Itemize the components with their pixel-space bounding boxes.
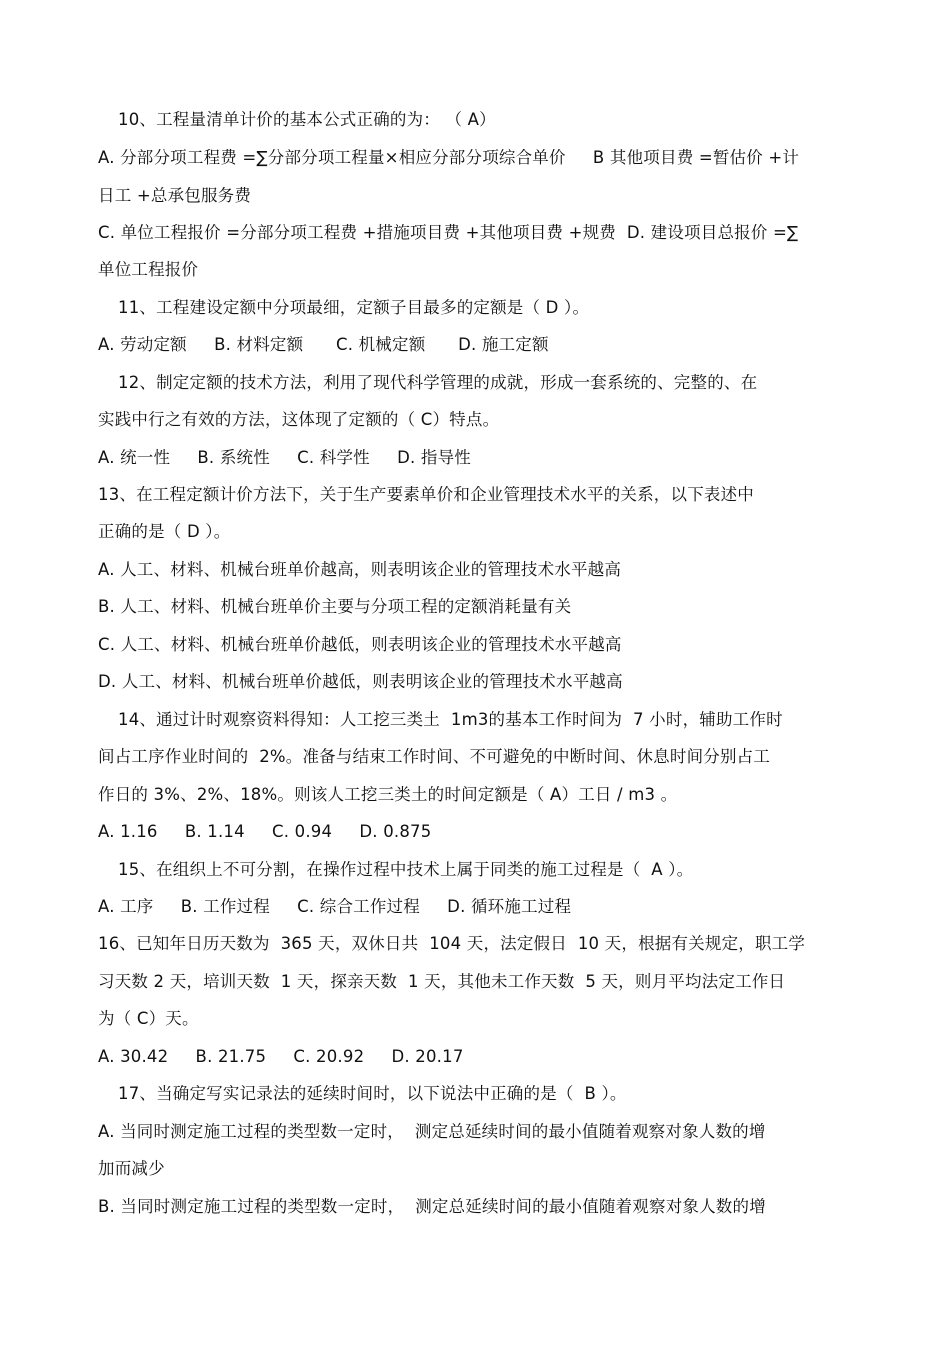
q14-options: A. 1.16 B. 1.14 C. 0.94 D. 0.875 — [98, 822, 432, 841]
q10-options-line3: C. 单位工程报价 =分部分项工程费 +措施项目费 +其他项目费 +规费 D. 建设项目总报价 =∑ — [98, 223, 799, 242]
q12-options: A. 统一性 B. 系统性 C. 科学性 D. 指导性 — [98, 448, 471, 467]
q11-stem: 11、工程建设定额中分项最细，定额子目最多的定额是（ D ）。 — [118, 298, 590, 317]
q15-options: A. 工序 B. 工作过程 C. 综合工作过程 D. 循环施工过程 — [98, 897, 572, 916]
q10-options-line1: A. 分部分项工程费 =∑分部分项工程量×相应分部分项综合单价 B 其他项目费 =暂估价 +计 — [98, 148, 800, 167]
q12-stem-line2: 实践中行之有效的方法，这体现了定额的（ C）特点。 — [98, 410, 500, 429]
q17-stem: 17、当确定写实记录法的延续时间时，以下说法中正确的是（ B ）。 — [118, 1084, 627, 1103]
q14-stem-line1: 14、通过计时观察资料得知：人工挖三类土 1m3的基本工作时间为 7 小时，辅助工作时 — [118, 710, 783, 729]
q13-stem-line1: 13、在工程定额计价方法下，关于生产要素单价和企业管理技术水平的关系，以下表述中 — [98, 485, 754, 504]
q14-stem-line3: 作日的 3%、2%、18%。则该人工挖三类土的时间定额是（ A）工日 / m3 。 — [98, 785, 678, 804]
q12-stem-line1: 12、制定定额的技术方法，利用了现代科学管理的成就，形成一套系统的、完整的、在 — [118, 373, 758, 392]
q16-stem-line1: 16、已知年日历天数为 365 天，双休日共 104 天，法定假日 10 天，根据有关规定，职工学 — [98, 934, 806, 953]
q13-option-a: A. 人工、材料、机械台班单价越高，则表明该企业的管理技术水平越高 — [98, 560, 622, 579]
q16-options: A. 30.42 B. 21.75 C. 20.92 D. 20.17 — [98, 1047, 464, 1066]
q13-stem-line2: 正确的是（ D ）。 — [98, 522, 231, 541]
q13-option-c: C. 人工、材料、机械台班单价越低，则表明该企业的管理技术水平越高 — [98, 635, 622, 654]
q17-option-b-line1: B. 当同时测定施工过程的类型数一定时， 测定总延续时间的最小值随着观察对象人数的增 — [98, 1197, 766, 1216]
q10-options-line4: 单位工程报价 — [98, 260, 199, 279]
q16-stem-line2: 习天数 2 天，培训天数 1 天，探亲天数 1 天，其他未工作天数 5 天，则月平均法定工作日 — [98, 972, 786, 991]
q17-option-a-line1: A. 当同时测定施工过程的类型数一定时， 测定总延续时间的最小值随着观察对象人数的增 — [98, 1122, 766, 1141]
q13-option-b: B. 人工、材料、机械台班单价主要与分项工程的定额消耗量有关 — [98, 597, 572, 616]
q14-stem-line2: 间占工序作业时间的 2%。准备与结束工作时间、不可避免的中断时间、休息时间分别占工 — [98, 747, 771, 766]
q10-stem: 10、工程量清单计价的基本公式正确的为： （ A） — [118, 110, 496, 129]
q16-stem-line3: 为（ C）天。 — [98, 1009, 199, 1028]
q15-stem: 15、在组织上不可分割，在操作过程中技术上属于同类的施工过程是（ A ）。 — [118, 860, 694, 879]
q13-option-d: D. 人工、材料、机械台班单价越低，则表明该企业的管理技术水平越高 — [98, 672, 623, 691]
q10-options-line2: 日工 +总承包服务费 — [98, 186, 252, 205]
q11-options: A. 劳动定额 B. 材料定额 C. 机械定额 D. 施工定额 — [98, 335, 549, 354]
q17-option-a-line2: 加而减少 — [98, 1159, 165, 1178]
